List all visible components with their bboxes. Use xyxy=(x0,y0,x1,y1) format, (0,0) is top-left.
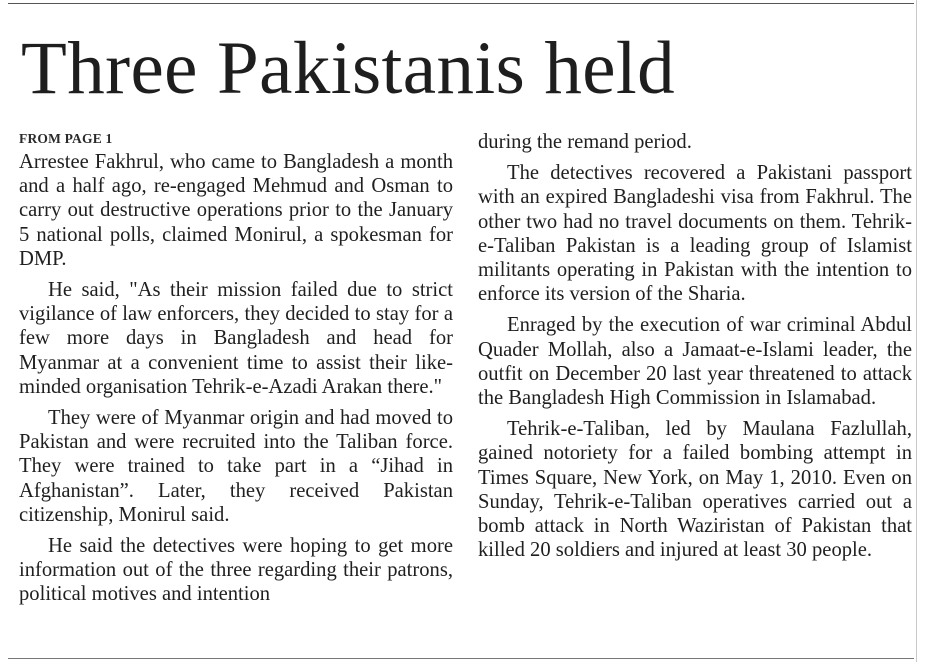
paragraph: Tehrik-e-Taliban, led by Maulana Fazlullah, gained notoriety for a failed bombing attempt in Times Square, New York, on May 1, 2010. Even on Sunday, Tehrik-e-Taliban operatives carried out a bomb attack in North Waziristan of Pakistan that killed 20 soldiers and injured at least 30 people. xyxy=(478,418,912,562)
paragraph: during the remand period. xyxy=(478,131,692,153)
paragraph: He said the detectives were hoping to get more information out of the three regarding their patrons, political motives and intention xyxy=(19,535,453,606)
kicker: FROM PAGE 1 xyxy=(19,131,113,146)
paragraph: They were of Myanmar origin and had moved to Pakistan and were recruited into the Taliban force. They were trained to take part in a “Jihad in Afghanistan”. Later, they received Pakistan citizenship, Monirul said. xyxy=(19,407,453,526)
right-column xyxy=(478,130,912,569)
top-rule xyxy=(8,3,914,4)
paragraph: Enraged by the execution of war criminal Abdul Quader Mollah, also a Jamaat-e-Islami leader, the outfit on December 20 last year threatened to attack the Bangladesh High Commission in Islamabad. xyxy=(478,314,912,410)
paragraph: The detectives recovered a Pakistani passport with an expired Bangladeshi visa from Fakhrul. The other two had no travel documents on them. Tehrik-e-Taliban Pakistan is a leading group of Islamist militants operating in Pakistan with the intention to enforce its version of the Sharia. xyxy=(478,162,912,306)
bottom-rule xyxy=(8,658,914,659)
left-column xyxy=(19,128,453,614)
paragraph: He said, "As their mission failed due to strict vigilance of law enforcers, they decided to stay for a few more days in Bangladesh and head for Myanmar at a convenient time to assist their like-minded organisation Tehrik-e-Azadi Arakan there." xyxy=(19,279,453,398)
paragraph: Arrestee Fakhrul, who came to Bangladesh a month and a half ago, re-engaged Mehmud and Osman to carry out destructive operations prior to the January 5 national polls, claimed Monirul, a spokesman for DMP. xyxy=(19,151,453,270)
headline: Three Pakistanis held xyxy=(21,27,676,110)
